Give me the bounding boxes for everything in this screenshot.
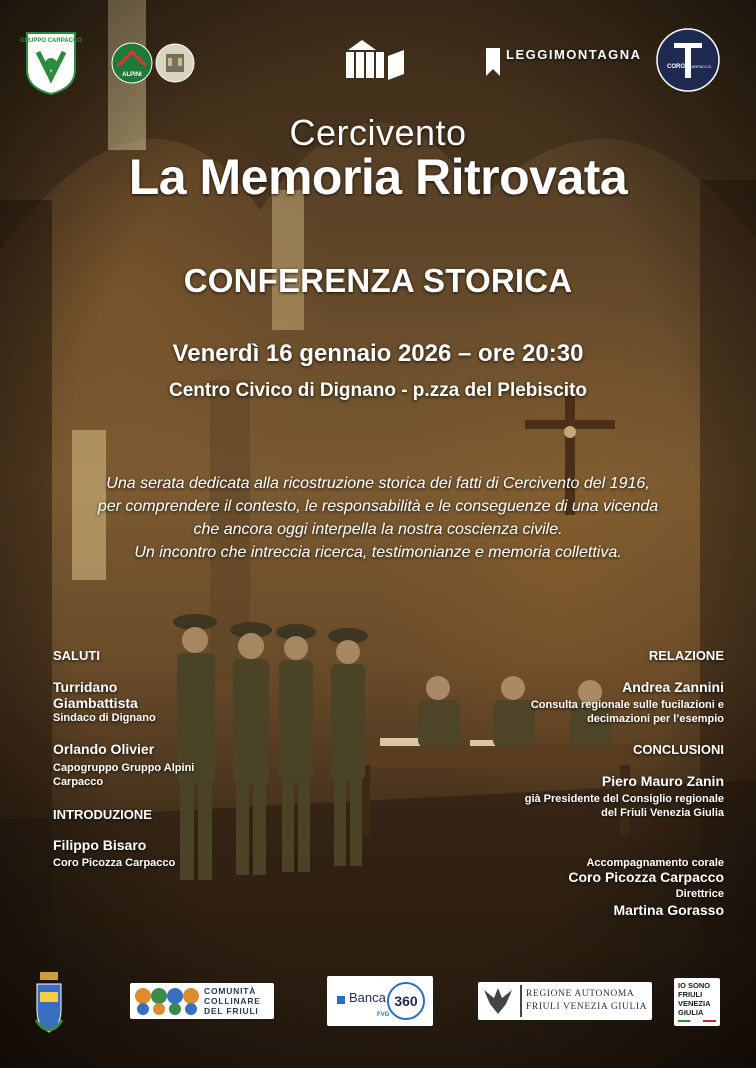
banca-360-logo [327,976,433,1026]
saluti-label: SALUTI [53,648,100,663]
town-name: Cercivento [289,112,467,153]
relazione-speaker-name: Andrea Zannini [622,679,724,695]
comunita-line: COLLINARE [204,996,261,1006]
introduzione-speaker-role: Coro Picozza Carpacco [53,857,176,869]
conclusioni-speaker-role: già Presidente del Consiglio regionale del Friuli Venezia Giulia [524,793,724,819]
figures-book-icon [342,36,406,84]
gruppo-carpacco-text: GRUPPO CARPACCO [20,38,82,44]
alpini-text: ALPINI [122,72,142,78]
event-title: La Memoria Ritrovata [128,149,628,205]
io-sono-fvg-logo [674,978,720,1026]
event-description [40,472,716,564]
comunita-line: COMUNITÀ [204,986,257,996]
banca-sub-text: FVG [377,1012,390,1018]
iosono-line: IO SONO [678,981,711,990]
description-line: Un incontro che intreccia ricerca, testimonianze e memoria collettiva. [134,544,622,561]
town-crest-logo [154,42,196,84]
leggimontagna-logo-text: LEGGIMONTAGNA [506,47,642,62]
banca-360-number: 360 [394,993,418,1009]
description-line: che ancora oggi interpella la nostra coscienza civile. [193,521,563,538]
alpini-logo [110,42,154,84]
relazione-speaker-role: Consulta regionale sulle fucilazioni e decimazioni per l’esempio [530,699,724,725]
accompagnamento-label: Accompagnamento corale [586,857,724,869]
event-type-heading: CONFERENZA STORICA [183,262,573,299]
regione-line: REGIONE AUTONOMA [526,989,635,999]
iosono-line: FRIULI [678,990,703,999]
direttrice-name: Martina Gorasso [613,902,724,918]
coro-name: Coro Picozza Carpacco [568,869,724,885]
banca-square-icon [337,996,345,1004]
iosono-line: VENEZIA [678,999,711,1008]
italian-flag-stripe [678,1020,716,1022]
event-datetime: Venerdì 16 gennaio 2026 – ore 20:30 [172,340,584,367]
relazione-label: RELAZIONE [648,648,724,663]
coro-text: CORO [667,64,685,70]
hills-icon [134,987,200,1015]
conclusioni-speaker-name: Piero Mauro Zanin [601,773,724,789]
event-venue: Centro Civico di Dignano - p.zza del Plebiscito [168,380,588,401]
introduzione-speaker-name: Filippo Bisaro [53,837,147,853]
dignano-coat-of-arms [34,970,64,1042]
carpacco-text: CARPACCO [688,64,712,69]
banca-360-circle [385,980,427,1022]
regione-line: FRIULI VENEZIA GIULIA [526,1002,648,1012]
gruppo-carpacco-logo [20,30,82,96]
saluti-speaker-2-name: Orlando Olivier [53,741,155,757]
eagle-icon [482,986,514,1016]
saluti-speaker-1-role: Sindaco di Dignano [53,712,156,724]
iosono-line: GIULIA [678,1008,704,1017]
bookmark-icon [486,48,500,76]
description-line: Una serata dedicata alla ricostruzione storica dei fatti di Cercivento del 1916, [106,475,650,492]
comunita-collinare-logo [130,983,274,1019]
regione-fvg-logo [478,982,652,1020]
saluti-speaker-2-role: Capogruppo Gruppo Alpini Carpacco [53,762,195,788]
coro-picozza-logo [656,28,720,92]
description-line: per comprendere il contesto, le responsabilità e le conseguenze di una vicenda [97,498,659,515]
conclusioni-label: CONCLUSIONI [633,742,724,757]
saluti-speaker-1-name: Turridano Giambattista [53,679,138,711]
direttrice-label: Direttrice [675,888,724,900]
introduzione-label: INTRODUZIONE [53,807,152,822]
comunita-line: DEL FRIULI [204,1006,259,1016]
banca-text: Banca [349,990,386,1005]
